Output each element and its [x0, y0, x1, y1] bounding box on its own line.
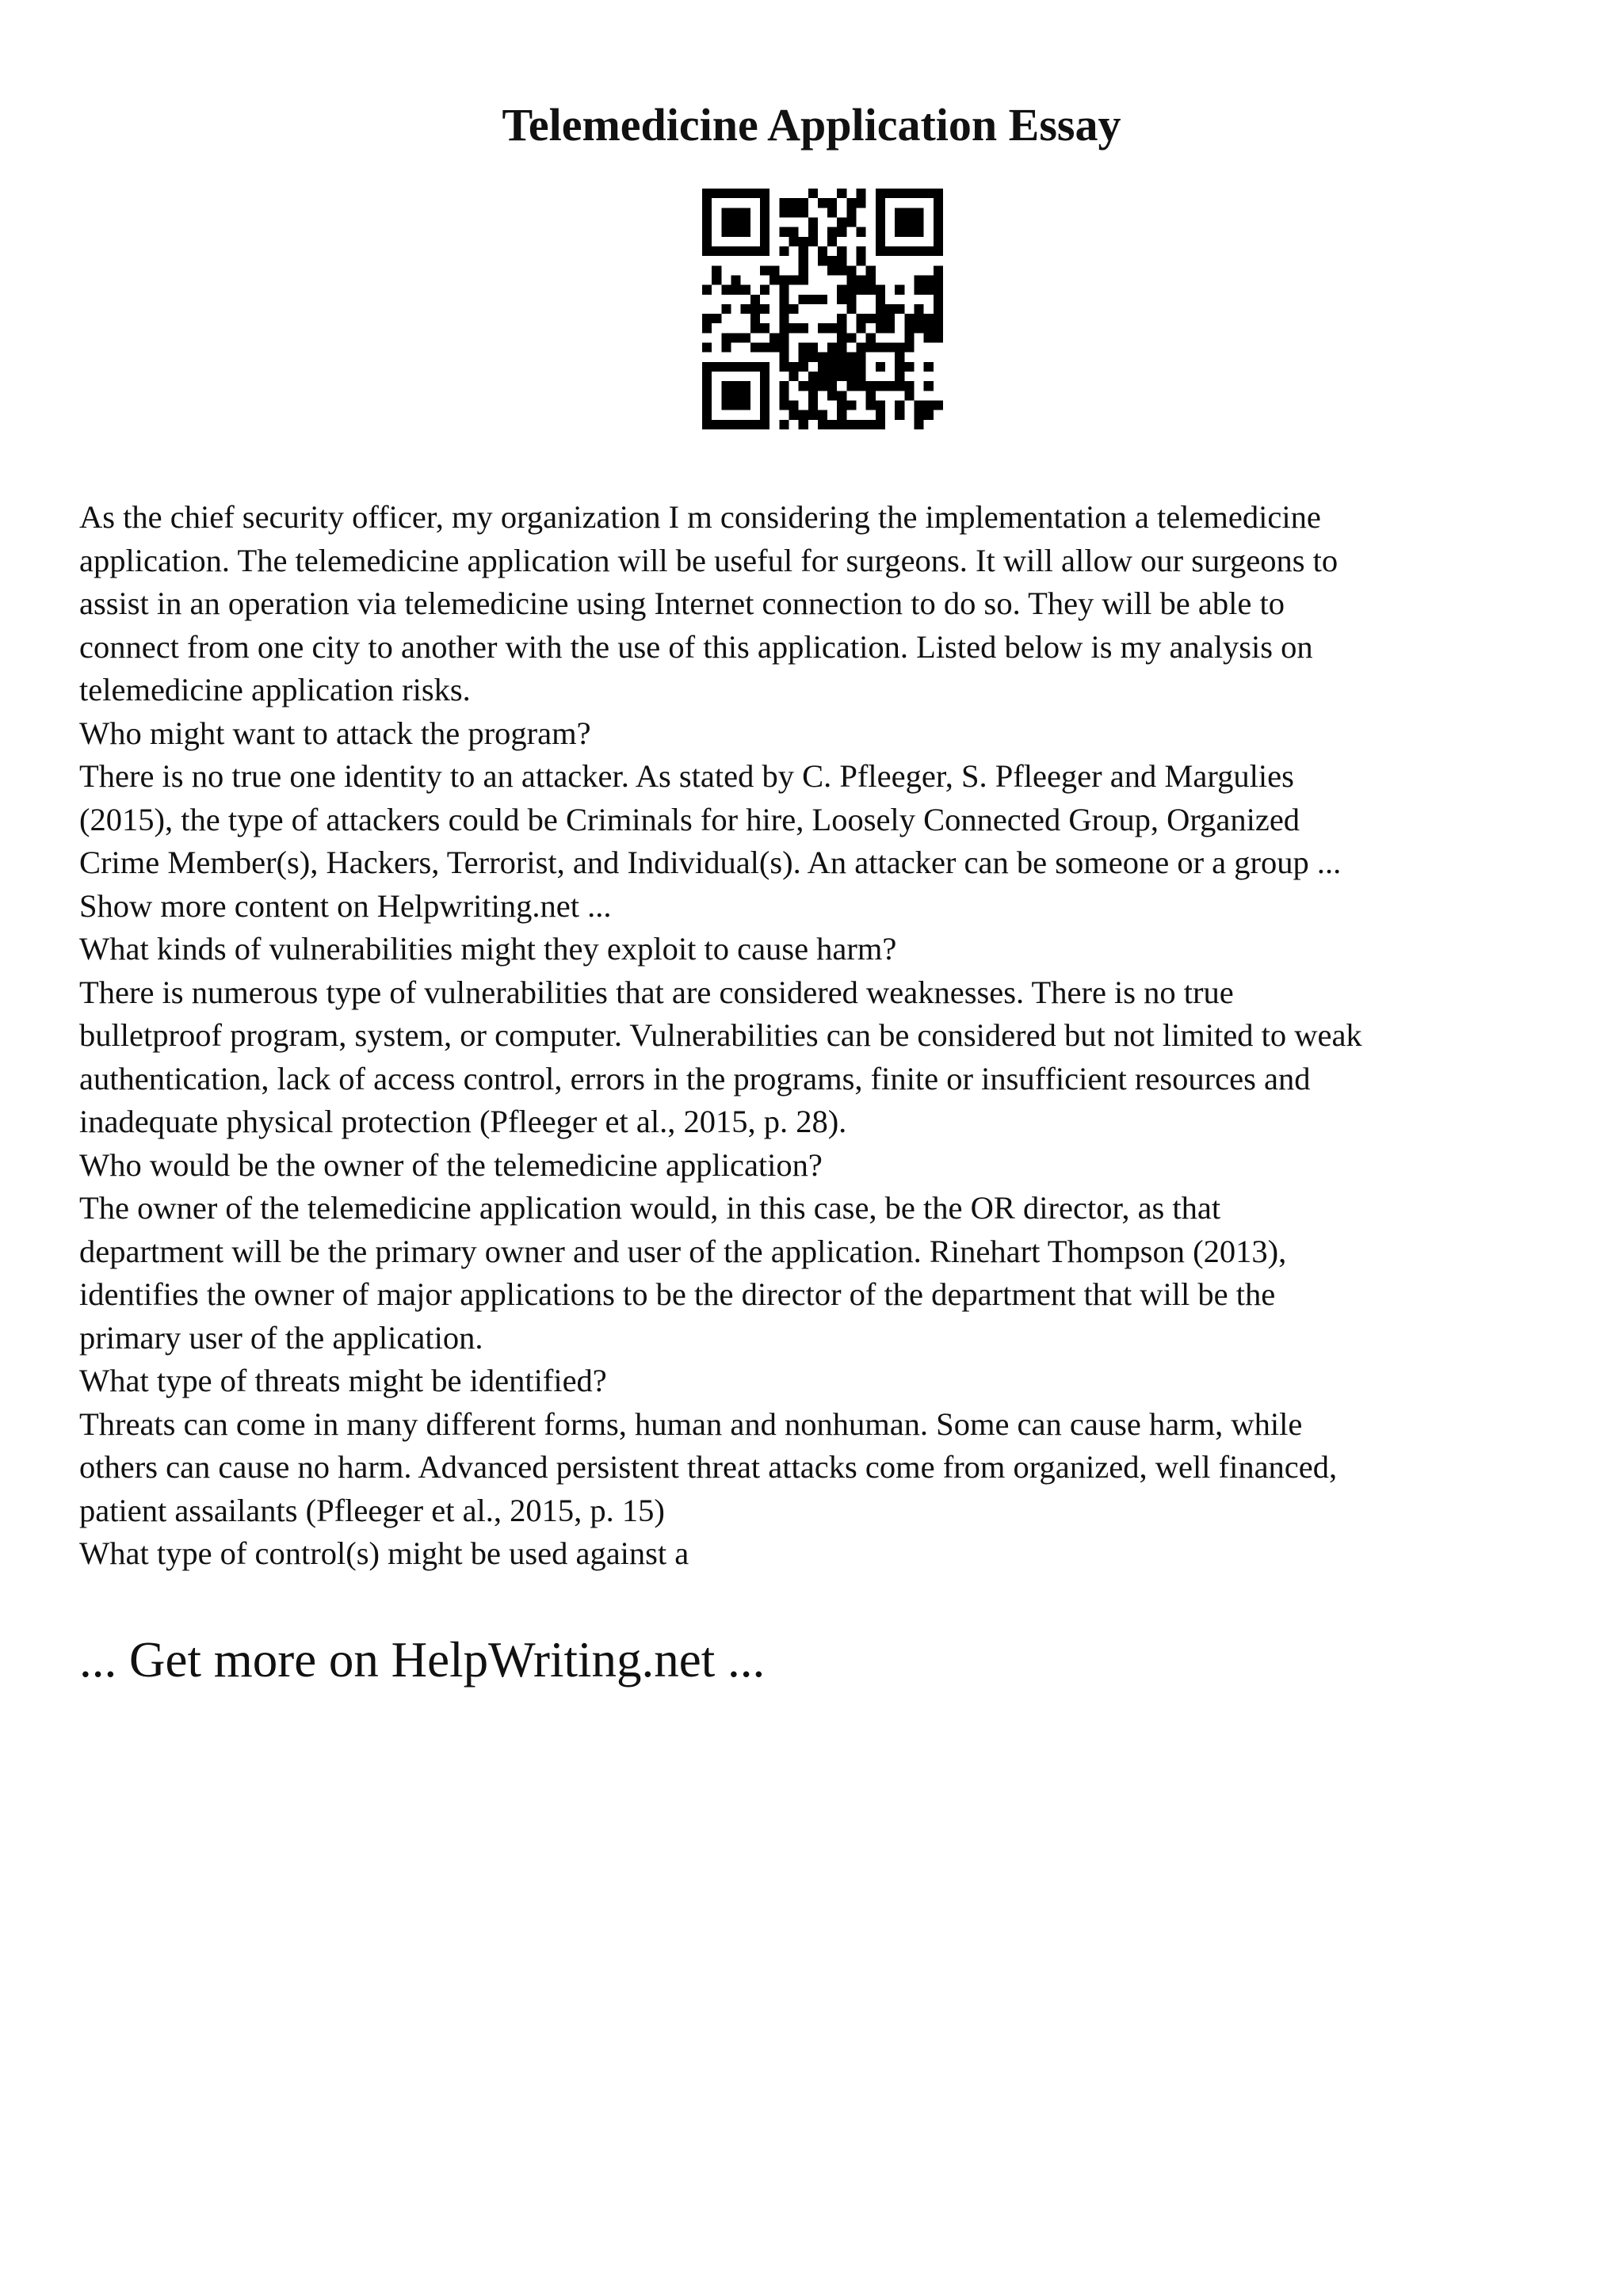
get-more-link[interactable]: ... Get more on HelpWriting.net ... — [79, 1632, 766, 1688]
question-heading: What type of threats might be identified? — [79, 1363, 607, 1398]
essay-line: assist in an operation via telemedicine using Internet connection to do so. They will be able to — [79, 585, 1285, 621]
essay-line: Crime Member(s), Hackers, Terrorist, and Individual(s). An attacker can be someone or a group ... — [79, 845, 1342, 880]
essay-line: authentication, lack of access control, errors in the programs, finite or insufficient resources and — [79, 1060, 1311, 1097]
qr-code-graphic — [702, 189, 943, 429]
essay-line: connect from one city to another with the use of this application. Listed below is my analysis on — [79, 628, 1313, 665]
essay-line: As the chief security officer, my organization I m considering the implementation a telemedicine — [79, 499, 1321, 535]
question-heading: Who would be the owner of the telemedicine application? — [79, 1146, 823, 1183]
essay-line: (2015), the type of attackers could be Criminals for hire, Loosely Connected Group, Organized — [79, 801, 1300, 837]
essay-line: primary user of the application. — [79, 1319, 483, 1356]
question-heading: What kinds of vulnerabilities might they exploit to cause harm? — [79, 931, 897, 967]
document-title: Telemedicine Application Essay — [502, 99, 1121, 151]
question-heading: What type of control(s) might be used against a — [79, 1535, 689, 1571]
qr-code-icon — [702, 189, 943, 429]
essay-body — [79, 496, 1569, 1576]
essay-line: patient assailants (Pfleeger et al., 2015, p. 15) — [79, 1492, 665, 1528]
essay-line: bulletproof program, system, or computer. Vulnerabilities can be considered but not limited to weak — [79, 1017, 1362, 1053]
essay-line: telemedicine application risks. — [79, 672, 471, 707]
essay-line: Threats can come in many different forms, human and nonhuman. Some can cause harm, while — [79, 1405, 1303, 1442]
essay-line: identifies the owner of major applications to be the director of the department that will be the — [79, 1276, 1276, 1312]
essay-line: others can cause no harm. Advanced persistent threat attacks come from organized, well financed, — [79, 1449, 1338, 1485]
essay-line: department will be the primary owner and user of the application. Rinehart Thompson (2013), — [79, 1233, 1287, 1269]
show-more-link[interactable]: Show more content on Helpwriting.net ... — [79, 887, 612, 924]
essay-line: There is numerous type of vulnerabilities that are considered weaknesses. There is no true — [79, 974, 1234, 1010]
question-heading: Who might want to attack the program? — [79, 715, 591, 751]
essay-line: inadequate physical protection (Pfleeger et al., 2015, p. 28). — [79, 1104, 847, 1139]
essay-line: The owner of the telemedicine application would, in this case, be the OR director, as that — [79, 1190, 1221, 1226]
essay-line: There is no true one identity to an attacker. As stated by C. Pfleeger, S. Pfleeger and Margulies — [79, 758, 1294, 794]
essay-line: application. The telemedicine application will be useful for surgeons. It will allow our surgeons to — [79, 542, 1338, 578]
